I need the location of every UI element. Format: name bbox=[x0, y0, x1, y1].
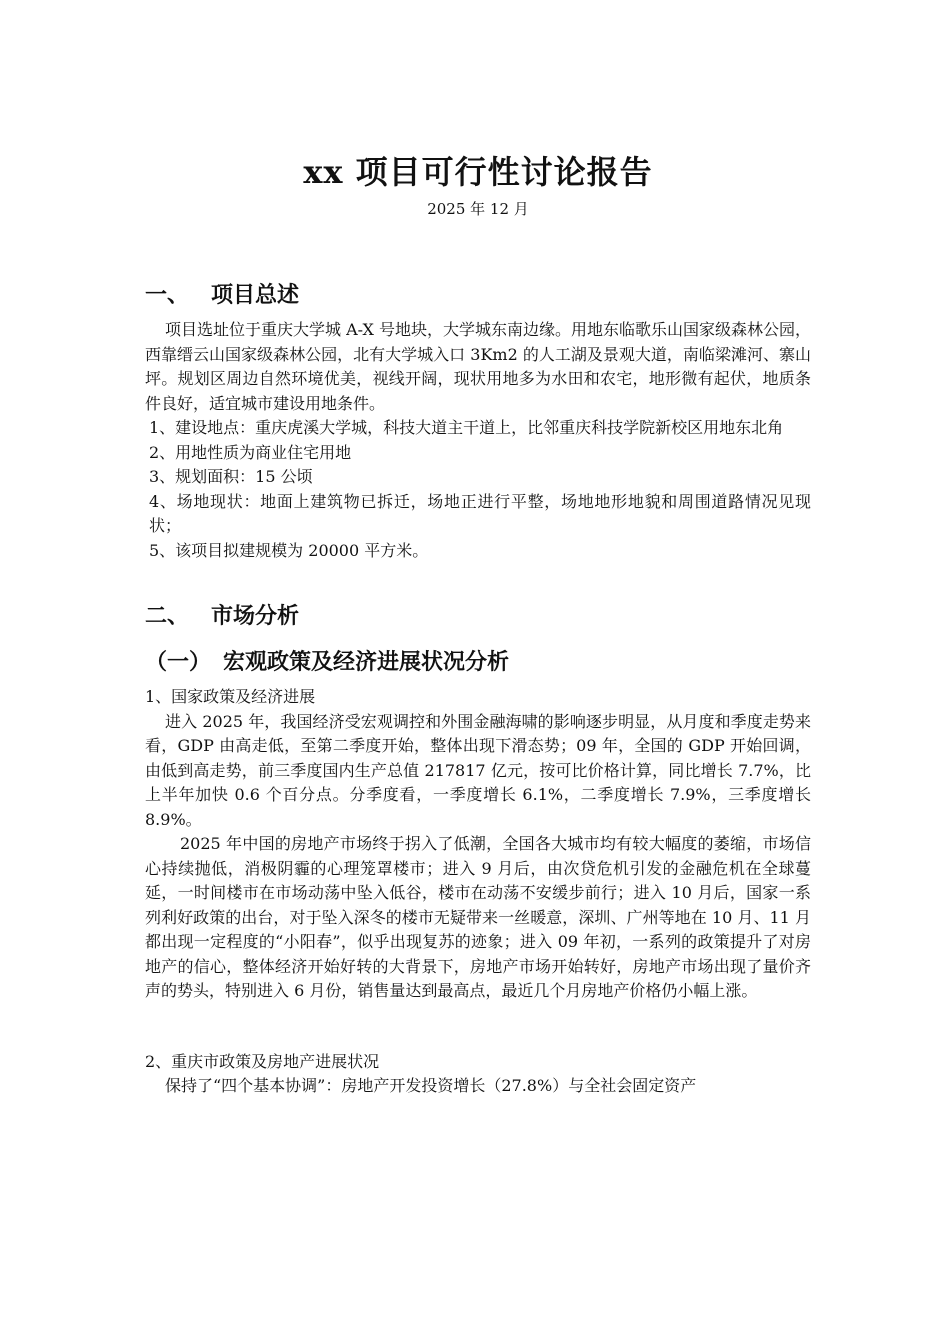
section-title: 市场分析 bbox=[211, 603, 300, 629]
body-paragraph: 2025 年中国的房地产市场终于拐入了低潮，全国各大城市均有较大幅度的萎缩，市场信心持续抛低，消极阴霾的心理笼罩楼市；进入 9 月后，由次贷危机引发的金融危机在全球蔓延，一时间楼市在市场动荡中坠入低谷，楼市在动荡不安缓步前行；进入 10 月后，国家一系列利好政策的出台，对于坠入深冬的楼市无疑带来一丝暖意，深圳、广州等地在 10 月、11 月都出现一定程度的“小阳春”，似乎出现复苏的迹象；进入 09 年初，一系列的政策提升了对房地产的信心，整体经济开始好转的大背景下，房地产市场开始转好，房地产市场出现了量价齐声的势头，特别进入 6 月份，销售量达到最高点，最近几个月房地产价格仍小幅上涨。 bbox=[145, 834, 811, 1000]
point-title: 2、重庆市政策及房地产进展状况 bbox=[145, 1051, 380, 1071]
point-title: 1、国家政策及经济进展 bbox=[145, 687, 316, 706]
document-title: xx 项目可行性讨论报告 bbox=[303, 153, 653, 191]
paragraph-gap bbox=[145, 1004, 811, 1050]
document-date: 2025 年 12 月 bbox=[427, 200, 529, 218]
body-paragraph: 进入 2025 年，我国经济受宏观调控和外围金融海啸的影响逐步明显，从月度和季度走势来看，GDP 由高走低，至第二季度开始，整体出现下滑态势；09 年，全国的 GDP 开始回调，由低到高走势，前三季度国内生产总值 217817 亿元，按可比价格计算，同比增长 7.7%，比上半年加快 0.6 个百分点。分季度看，一季度增长 6.1%，二季度增长 7.9%，三季度增长 8.9%。 bbox=[145, 711, 811, 829]
overview-item: 1、建设地点：重庆虎溪大学城，科技大道主干道上，比邻重庆科技学院新校区用地东北角 bbox=[149, 418, 784, 437]
section-number: 二、 bbox=[145, 603, 190, 629]
overview-item: 2、用地性质为商业住宅用地 bbox=[149, 442, 352, 462]
section-heading-overview bbox=[145, 280, 811, 310]
overview-item: 5、该项目拟建规模为 20000 平方米。 bbox=[149, 540, 429, 560]
section-heading-market bbox=[145, 601, 811, 631]
document-content bbox=[145, 150, 811, 1099]
subsection-title: 宏观政策及经济进展状况分析 bbox=[223, 649, 510, 675]
body-paragraph: 保持了“四个基本协调”：房地产开发投资增长（27.8%）与全社会固定资产 bbox=[165, 1076, 697, 1095]
overview-item: 3、规划面积：15 公顷 bbox=[149, 467, 313, 486]
subsection-number: （一） bbox=[145, 649, 212, 675]
section-title: 项目总述 bbox=[211, 282, 300, 308]
overview-paragraph: 项目选址位于重庆大学城 A-X 号地块，大学城东南边缘。用地东临歌乐山国家级森林公园，西靠缙云山国家级森林公园，北有大学城入口 3Km2 的人工湖及景观大道，南临梁滩河、寨山坪。规划区周边自然环境优美，视线开阔，现状用地多为水田和农宅，地形微有起伏，地质条件良好，适宜城市建设用地条件。 bbox=[145, 320, 811, 413]
section-number: 一、 bbox=[145, 282, 190, 308]
overview-item: 4、场地现状：地面上建筑物已拆迁，场地正进行平整，场地地形地貌和周围道路情况见现状； bbox=[149, 491, 811, 535]
subsection-heading-macro bbox=[145, 647, 811, 677]
